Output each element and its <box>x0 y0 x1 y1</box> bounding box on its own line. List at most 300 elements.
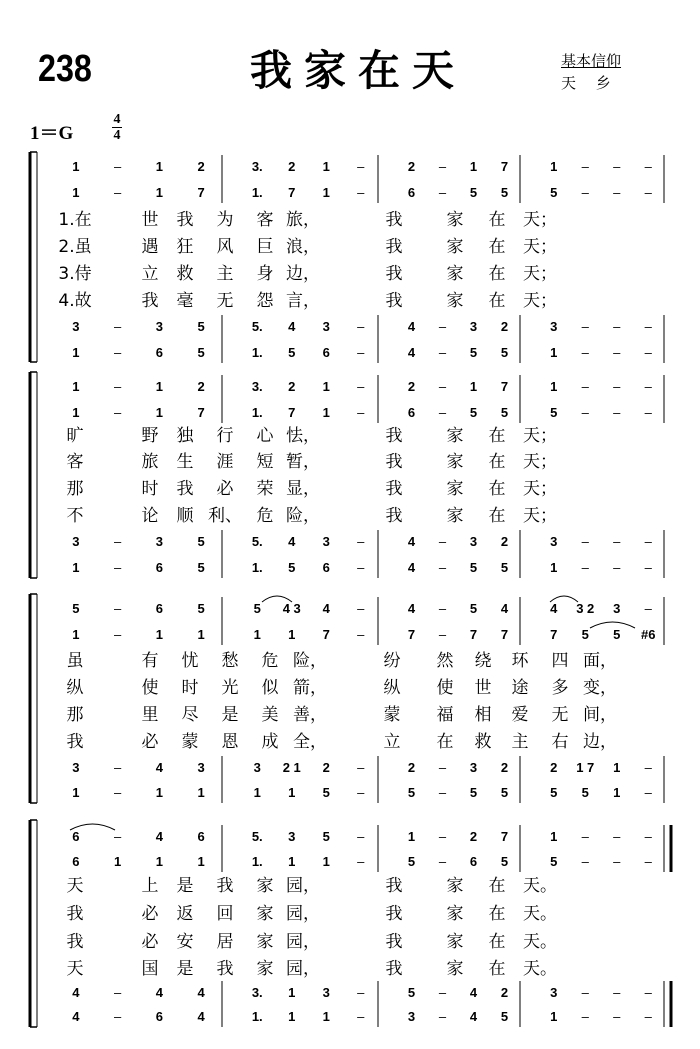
tenor-note: – <box>644 534 652 549</box>
lyric-syllable: 我 <box>66 904 84 924</box>
bass-note: 5 <box>500 345 509 360</box>
lyric-syllable: 天； <box>523 426 557 446</box>
lyric-syllable: 四 <box>551 651 569 671</box>
hymn-number: 238 <box>38 48 92 90</box>
lyric-syllable: 在 <box>488 291 506 311</box>
lyric-syllable: 危 <box>256 506 274 526</box>
alto-note: #6 <box>641 627 656 642</box>
bass-note: 5 <box>407 785 416 800</box>
bass-note: 6 <box>155 1009 163 1024</box>
soprano-note: 2 <box>469 829 478 844</box>
soprano-note: 1 <box>155 159 163 174</box>
lyric-syllable: 我 <box>385 506 403 526</box>
lyric-syllable: 家 <box>446 426 464 446</box>
soprano-note: – <box>438 379 447 394</box>
bass-note: 5 <box>197 345 205 360</box>
lyric-syllable: 蒙 <box>383 705 401 725</box>
bass-note: – <box>613 345 621 360</box>
alto-note: – <box>114 627 122 642</box>
lyric-syllable: 忧 <box>181 651 199 671</box>
lyric-syllable: 我 <box>141 291 159 311</box>
alto-note: 1 <box>322 405 330 420</box>
tenor-note: – <box>644 985 652 1000</box>
tenor-note: 3 <box>72 534 80 549</box>
lyric-syllable: 福 <box>436 705 454 725</box>
lyric-syllable: 行 <box>216 426 234 446</box>
lyric-syllable: 世 <box>474 678 492 698</box>
lyric-syllable: 我 <box>176 479 194 499</box>
lyric-syllable: 我 <box>385 904 403 924</box>
soprano-note: – <box>644 601 652 616</box>
soprano-note: – <box>644 159 652 174</box>
soprano-note: 4 <box>500 601 509 616</box>
lyric-syllable: 生 <box>176 452 194 472</box>
hymn-title: 我家在天 <box>250 46 467 95</box>
bass-note: 1 <box>613 785 621 800</box>
soprano-note: 4 <box>155 829 163 844</box>
tenor-note: 1 <box>613 760 621 775</box>
bass-note: 4 <box>407 560 416 575</box>
soprano-note: 2 <box>288 159 296 174</box>
soprano-note: 4 <box>407 601 416 616</box>
bass-note: – <box>357 345 365 360</box>
bass-note: 1. <box>251 1009 263 1024</box>
tenor-note: 4 <box>288 319 296 334</box>
tenor-note: 3 <box>197 760 205 775</box>
lyric-syllable: 在 <box>488 479 506 499</box>
soprano-note: 1 <box>322 159 330 174</box>
alto-note: 7 <box>407 627 416 642</box>
alto-note: 7 <box>469 627 478 642</box>
lyric-syllable: 论 <box>141 506 159 526</box>
tenor-note: 3 <box>550 985 558 1000</box>
lyric-syllable: 显， <box>286 479 320 499</box>
lyric-syllable: 天； <box>523 264 557 284</box>
lyric-syllable: 回 <box>216 904 234 924</box>
soprano-note: 1 <box>550 829 558 844</box>
tenor-note: 2 <box>550 760 558 775</box>
lyric-syllable: 利、 <box>208 506 242 526</box>
alto-note: 1 <box>253 627 261 642</box>
lyric-syllable: 我 <box>385 210 403 230</box>
soprano-note: 7 <box>500 829 509 844</box>
lyric-syllable: 必 <box>141 732 159 752</box>
tenor-note: – <box>644 760 652 775</box>
alto-note: – <box>581 405 589 420</box>
soprano-note: 2 <box>197 159 205 174</box>
lyric-syllable: 天； <box>523 210 557 230</box>
bass-note: 4 <box>72 1009 80 1024</box>
tenor-note: 3. <box>251 985 263 1000</box>
lyric-syllable: 善， <box>293 705 327 725</box>
lyric-syllable: 为 <box>216 210 234 230</box>
lyric-syllable: 我 <box>385 264 403 284</box>
lyric-syllable: 旅， <box>286 210 320 230</box>
tenor-note: 3 <box>469 760 478 775</box>
soprano-note: 2 <box>407 379 416 394</box>
tenor-note: 1 7 <box>576 760 595 775</box>
alto-note: 7 <box>500 627 509 642</box>
bass-note: 5 <box>469 560 478 575</box>
bass-note: – <box>581 1009 589 1024</box>
soprano-note: 7 <box>500 379 509 394</box>
tenor-note: 3 <box>322 319 330 334</box>
alto-note: 7 <box>322 627 330 642</box>
bass-note: 1 <box>550 1009 558 1024</box>
lyric-syllable: 多 <box>551 678 569 698</box>
lyric-syllable: 使 <box>141 678 159 698</box>
soprano-note: – <box>581 159 589 174</box>
alto-note: 1 <box>288 627 296 642</box>
tenor-note: 2 <box>500 319 509 334</box>
lyric-syllable: 相 <box>474 705 492 725</box>
lyric-syllable: 在 <box>488 876 506 896</box>
alto-note: 1 <box>197 627 205 642</box>
lyric-syllable: 狂 <box>176 237 194 257</box>
tenor-note: – <box>357 534 365 549</box>
alto-note: 1 <box>155 185 163 200</box>
alto-note: – <box>357 627 365 642</box>
lyric-syllable: 国 <box>141 959 159 979</box>
alto-note: 7 <box>197 405 205 420</box>
tenor-note: – <box>581 534 589 549</box>
lyric-syllable: 危 <box>261 651 279 671</box>
lyric-syllable: 变， <box>583 678 617 698</box>
bass-note: 5 <box>288 345 296 360</box>
soprano-note: 3. <box>251 379 263 394</box>
soprano-note: – <box>114 829 122 844</box>
lyric-syllable: 有 <box>141 651 159 671</box>
soprano-note: 1 <box>155 379 163 394</box>
lyric-syllable: 箭， <box>293 678 327 698</box>
soprano-note: 1 <box>469 379 478 394</box>
lyric-syllable: 我 <box>385 237 403 257</box>
tenor-note: – <box>581 985 589 1000</box>
lyric-syllable: 4.故 <box>58 291 92 311</box>
alto-note: 6 <box>72 854 80 869</box>
alto-note: 1 <box>155 854 163 869</box>
lyric-syllable: 野 <box>141 426 159 446</box>
soprano-note: 5 <box>72 601 80 616</box>
tenor-note: – <box>613 534 621 549</box>
soprano-note: 5 <box>322 829 330 844</box>
bass-note: – <box>438 345 447 360</box>
bass-note: 6 <box>155 560 163 575</box>
bass-note: – <box>114 1009 122 1024</box>
lyric-syllable: 风 <box>216 237 234 257</box>
lyric-syllable: 涯 <box>216 452 234 472</box>
lyric-syllable: 客 <box>256 210 274 230</box>
alto-note: 5 <box>469 185 478 200</box>
bass-note: 5 <box>500 785 509 800</box>
alto-note: – <box>114 405 122 420</box>
bass-note: – <box>644 560 652 575</box>
alto-note: 1 <box>72 627 80 642</box>
soprano-note: – <box>644 829 652 844</box>
lyric-syllable: 安 <box>176 932 194 952</box>
bass-note: 5 <box>469 785 478 800</box>
alto-note: 5 <box>500 185 509 200</box>
lyric-syllable: 然 <box>436 651 454 671</box>
soprano-note: – <box>438 159 447 174</box>
alto-note: – <box>613 185 621 200</box>
alto-note: – <box>613 405 621 420</box>
alto-note: 1 <box>155 405 163 420</box>
bass-note: 6 <box>322 345 330 360</box>
lyric-syllable: 爱 <box>511 705 529 725</box>
lyric-syllable: 家 <box>446 452 464 472</box>
lyric-syllable: 险， <box>286 506 320 526</box>
tenor-note: 4 <box>288 534 296 549</box>
lyric-syllable: 我 <box>385 291 403 311</box>
key-signature: 1＝G <box>30 123 74 144</box>
alto-note: – <box>644 405 652 420</box>
lyric-syllable: 我 <box>66 932 84 952</box>
bass-note: – <box>114 345 122 360</box>
bass-note: 1 <box>322 1009 330 1024</box>
bass-note: 6 <box>155 345 163 360</box>
tenor-note: 2 <box>500 534 509 549</box>
bass-note: – <box>357 785 365 800</box>
bass-note: 1. <box>251 560 263 575</box>
lyric-syllable: 荣 <box>256 479 274 499</box>
tenor-note: – <box>438 319 447 334</box>
bass-note: – <box>644 345 652 360</box>
bass-note: 5 <box>288 560 296 575</box>
tenor-note: – <box>438 985 447 1000</box>
lyric-syllable: 在 <box>488 932 506 952</box>
alto-note: – <box>357 405 365 420</box>
lyric-syllable: 在 <box>488 959 506 979</box>
alto-note: 5 <box>469 405 478 420</box>
bass-note: 1. <box>251 345 263 360</box>
bass-note: – <box>357 560 365 575</box>
lyric-syllable: 无 <box>551 705 569 725</box>
alto-note: – <box>644 185 652 200</box>
soprano-note: – <box>357 379 365 394</box>
lyric-syllable: 世 <box>141 210 159 230</box>
lyric-syllable: 巨 <box>256 237 274 257</box>
lyric-syllable: 家 <box>446 876 464 896</box>
soprano-note: 5 <box>197 601 205 616</box>
tenor-note: – <box>114 319 122 334</box>
lyric-syllable: 里 <box>141 705 159 725</box>
lyric-syllable: 是 <box>176 876 194 896</box>
lyric-syllable: 天； <box>523 237 557 257</box>
tenor-note: – <box>438 760 447 775</box>
lyric-syllable: 使 <box>436 678 454 698</box>
lyric-syllable: 返 <box>176 904 194 924</box>
alto-note: 7 <box>550 627 558 642</box>
bass-note: 5 <box>500 1009 509 1024</box>
lyric-syllable: 旅 <box>141 452 159 472</box>
bass-note: 1 <box>550 345 558 360</box>
tenor-note: 4 <box>155 760 163 775</box>
lyric-syllable: 家 <box>446 237 464 257</box>
lyric-syllable: 必 <box>216 479 234 499</box>
bass-note: 1 <box>197 785 205 800</box>
alto-note: 1. <box>251 405 263 420</box>
lyric-syllable: 时 <box>141 479 159 499</box>
lyric-syllable: 园， <box>286 876 320 896</box>
alto-note: 1 <box>322 854 330 869</box>
lyric-syllable: 天； <box>523 291 557 311</box>
alto-note: 6 <box>407 185 416 200</box>
lyric-syllable: 居 <box>216 932 234 952</box>
tenor-note: 4 <box>155 985 163 1000</box>
lyric-syllable: 我 <box>176 210 194 230</box>
bass-note: – <box>644 785 652 800</box>
lyric-syllable: 家 <box>256 904 274 924</box>
lyric-syllable: 蒙 <box>181 732 199 752</box>
alto-note: – <box>581 185 589 200</box>
lyric-syllable: 在 <box>488 237 506 257</box>
lyric-syllable: 我 <box>385 959 403 979</box>
lyric-syllable: 怨 <box>256 291 274 311</box>
tenor-note: 3 <box>253 760 261 775</box>
lyric-syllable: 主 <box>511 732 529 752</box>
hymn-category: 基本信仰 <box>561 52 622 70</box>
lyric-syllable: 右 <box>551 732 569 752</box>
soprano-note: – <box>438 601 447 616</box>
lyric-syllable: 天。 <box>523 904 557 924</box>
alto-note: 5 <box>500 405 509 420</box>
alto-note: 1 <box>288 854 296 869</box>
bass-note: 5 <box>581 785 589 800</box>
bass-note: – <box>114 560 122 575</box>
lyric-syllable: 面， <box>583 651 617 671</box>
lyric-syllable: 顺 <box>176 506 194 526</box>
lyric-syllable: 在 <box>488 452 506 472</box>
lyric-syllable: 天； <box>523 452 557 472</box>
bass-note: – <box>438 785 447 800</box>
bass-note: 1 <box>550 560 558 575</box>
lyric-syllable: 是 <box>176 959 194 979</box>
lyric-syllable: 我 <box>385 426 403 446</box>
lyric-syllable: 虽 <box>66 651 84 671</box>
alto-note: 1 <box>72 185 80 200</box>
alto-note: – <box>357 185 365 200</box>
lyric-syllable: 浪， <box>286 237 320 257</box>
lyric-syllable: 我 <box>385 479 403 499</box>
lyric-syllable: 家 <box>256 932 274 952</box>
lyric-syllable: 身 <box>256 264 274 284</box>
tenor-note: 3 <box>72 319 80 334</box>
soprano-note: 1 <box>550 159 558 174</box>
lyric-syllable: 愁 <box>221 651 239 671</box>
lyric-syllable: 救 <box>474 732 492 752</box>
lyric-syllable: 尽 <box>181 705 199 725</box>
lyric-syllable: 纵 <box>383 678 401 698</box>
lyric-syllable: 我 <box>385 876 403 896</box>
bass-note: – <box>114 785 122 800</box>
bass-note: 5 <box>500 560 509 575</box>
tenor-note: – <box>581 319 589 334</box>
alto-note: – <box>581 854 589 869</box>
alto-note: 5 <box>550 854 558 869</box>
lyric-syllable: 无 <box>216 291 234 311</box>
bass-note: 4 <box>469 1009 478 1024</box>
lyric-syllable: 言， <box>286 291 320 311</box>
lyric-syllable: 在 <box>488 264 506 284</box>
lyric-syllable: 光 <box>221 678 239 698</box>
alto-note: – <box>357 854 365 869</box>
tenor-note: – <box>357 985 365 1000</box>
lyric-syllable: 暂， <box>286 452 320 472</box>
lyric-syllable: 间， <box>583 705 617 725</box>
lyric-syllable: 立 <box>383 732 401 752</box>
lyric-syllable: 家 <box>446 932 464 952</box>
lyric-syllable: 遇 <box>141 237 159 257</box>
alto-note: – <box>438 185 447 200</box>
lyric-syllable: 险， <box>293 651 327 671</box>
tenor-note: 2 1 <box>282 760 301 775</box>
alto-note: – <box>613 854 621 869</box>
soprano-note: – <box>613 159 621 174</box>
soprano-note: 3 2 <box>576 601 595 616</box>
bass-note: – <box>581 560 589 575</box>
tenor-note: 5 <box>197 534 205 549</box>
soprano-note: – <box>357 159 365 174</box>
alto-note: 5 <box>550 185 558 200</box>
alto-note: 5 <box>613 627 621 642</box>
alto-note: – <box>438 854 447 869</box>
lyric-syllable: 独 <box>176 426 194 446</box>
lyric-syllable: 毫 <box>176 291 194 311</box>
soprano-note: 1 <box>407 829 416 844</box>
lyric-syllable: 立 <box>141 264 159 284</box>
bass-note: 1 <box>155 785 163 800</box>
lyric-syllable: 在 <box>436 732 454 752</box>
tenor-note: 4 <box>469 985 478 1000</box>
soprano-note: – <box>581 829 589 844</box>
soprano-note: – <box>581 379 589 394</box>
tenor-note: 3 <box>550 319 558 334</box>
tenor-note: 3 <box>155 534 163 549</box>
alto-note: 7 <box>288 185 296 200</box>
bass-note: 1 <box>72 785 80 800</box>
bass-note: 5 <box>469 345 478 360</box>
soprano-note: – <box>357 601 365 616</box>
alto-note: 5 <box>550 405 558 420</box>
alto-note: 5 <box>581 627 589 642</box>
tenor-note: 4 <box>407 534 416 549</box>
lyric-syllable: 绕 <box>474 651 492 671</box>
lyric-syllable: 我 <box>216 959 234 979</box>
soprano-note: 1 <box>72 159 80 174</box>
tenor-note: 2 <box>407 760 416 775</box>
lyric-syllable: 我 <box>385 452 403 472</box>
bass-note: – <box>438 560 447 575</box>
lyric-syllable: 家 <box>446 959 464 979</box>
lyric-syllable: 客 <box>66 452 84 472</box>
lyric-syllable: 短 <box>256 452 274 472</box>
lyric-syllable: 家 <box>446 479 464 499</box>
tenor-note: – <box>357 760 365 775</box>
alto-note: 1 <box>114 854 122 869</box>
soprano-note: 1 <box>550 379 558 394</box>
bass-note: – <box>357 1009 365 1024</box>
tenor-note: 5. <box>251 534 263 549</box>
bass-note: 5 <box>197 560 205 575</box>
tenor-note: 3 <box>72 760 80 775</box>
soprano-note: 3. <box>251 159 263 174</box>
soprano-note: 6 <box>155 601 163 616</box>
bass-note: 5 <box>322 785 330 800</box>
tenor-note: 3 <box>469 319 478 334</box>
soprano-note: – <box>114 601 122 616</box>
lyric-syllable: 天。 <box>523 959 557 979</box>
